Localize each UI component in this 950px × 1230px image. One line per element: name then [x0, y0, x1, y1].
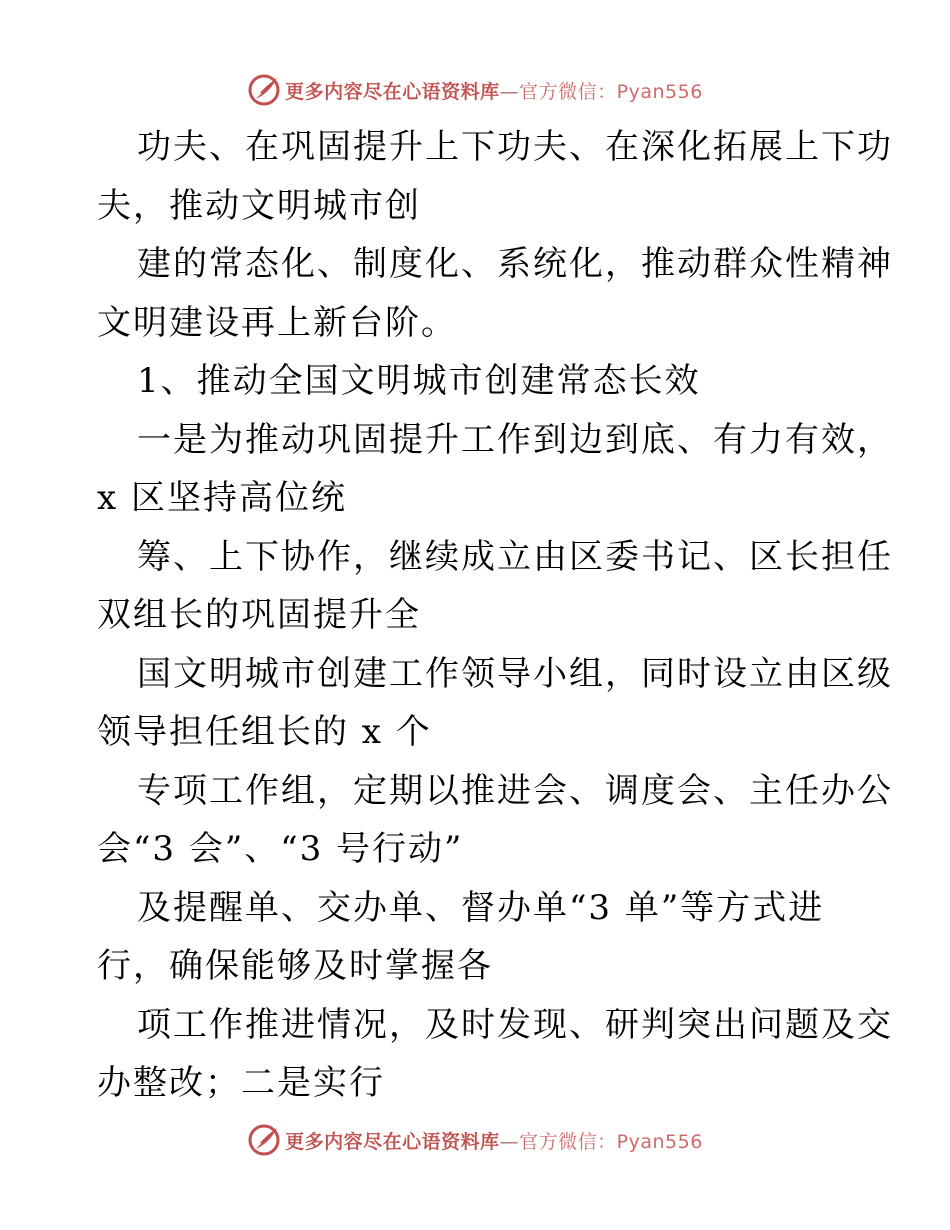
- footer-separator: —: [499, 1130, 520, 1153]
- body-line: 功夫、在巩固提升上下功夫、在深化拓展上下功: [137, 127, 893, 167]
- body-line: 1、推动全国文明城市创建常态长效: [137, 361, 701, 401]
- body-line: x 区坚持高位统: [97, 478, 347, 518]
- footer-contact: 官方微信：Pyan556: [519, 1130, 703, 1153]
- body-line: 及提醒单、交办单、督办单“3 单”等方式进: [137, 887, 825, 928]
- header-contact: 官方微信：Pyan556: [519, 80, 703, 103]
- quill-pen-in-circle-icon: [247, 73, 281, 107]
- footer-banner-text: [285, 1127, 703, 1154]
- body-line: 建的常态化、制度化、系统化，推动群众性精神: [137, 244, 893, 284]
- body-line: 筹、上下协作，继续成立由区委书记、区长担任: [137, 536, 893, 577]
- body-line: 夫，推动文明城市创: [97, 185, 421, 226]
- footer-brand: 更多内容尽在心语资料库: [285, 1130, 500, 1153]
- header-separator: —: [499, 80, 520, 103]
- body-line: 国文明城市创建工作领导小组，同时设立由区级: [137, 653, 893, 694]
- body-line: 文明建设再上新台阶。: [97, 302, 457, 343]
- body-line: 双组长的巩固提升全: [97, 595, 421, 635]
- header-banner: [0, 70, 950, 110]
- body-line: 一是为推动巩固提升工作到边到底、有力有效，: [137, 419, 893, 460]
- body-line: 专项工作组，定期以推进会、调度会、主任办公: [137, 770, 893, 811]
- header-banner-text: [285, 77, 703, 104]
- footer-banner: [0, 1120, 950, 1160]
- body-text: [97, 118, 893, 1113]
- header-brand: 更多内容尽在心语资料库: [285, 80, 500, 103]
- quill-pen-in-circle-icon: [247, 1123, 281, 1157]
- body-line: 领导担任组长的 x 个: [97, 712, 432, 752]
- body-line: 会“3 会”、“3 号行动”: [97, 829, 464, 869]
- body-line: 项工作推进情况，及时发现、研判突出问题及交: [137, 1004, 893, 1045]
- body-line: 办整改；二是实行: [97, 1063, 385, 1103]
- body-line: 行，确保能够及时掌握各: [97, 946, 493, 986]
